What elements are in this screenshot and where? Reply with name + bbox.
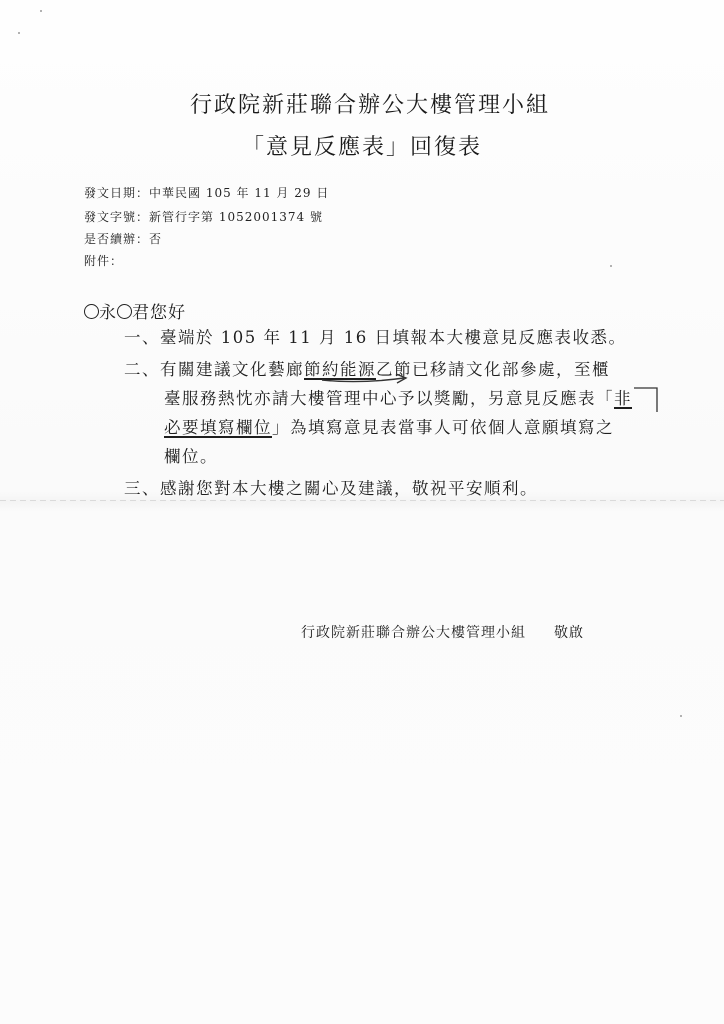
reply-item-3: 三、感謝您對本大樓之關心及建議，敬祝平安順利。 [124, 479, 538, 498]
scan-speck [610, 265, 612, 267]
issue-date: 發文日期：中華民國 105 年 11 月 29 日 [84, 186, 330, 200]
salutation-name-part: 永 [99, 303, 117, 323]
signature-block [301, 622, 584, 642]
handwritten-arrow-icon [320, 372, 410, 386]
document-number: 發文字號：新管行字第 1052001374 號 [84, 210, 323, 224]
reply-item-1: 一、臺端於 105 年 11 月 16 日填報本大樓意見反應表收悉。 [124, 328, 627, 347]
scan-speck [40, 10, 42, 12]
document-title: 行政院新莊聯合辦公大樓管理小組 [189, 93, 550, 118]
scan-speck [680, 715, 682, 717]
follow-up-status: 是否續辦：否 [84, 232, 163, 246]
salutation-greeting: 君您好 [132, 303, 186, 323]
reply-item-2-line-2 [164, 384, 632, 414]
salutation [84, 298, 186, 323]
attachment-label: 附件： [84, 254, 124, 268]
reply-item-2-line-4: 欄位。 [164, 447, 218, 466]
item-2-text: 臺服務熱忱亦請大樓管理中心予以獎勵，另意見反應表「 [164, 389, 614, 408]
item-2-text: 」為填寫意見表當事人可依個人意願填寫之 [272, 418, 614, 437]
document-subtitle: 「意見反應表」回復表 [241, 135, 482, 160]
underlined-optional-fields: 必要填寫欄位 [164, 418, 272, 437]
item-2-text: 二、有關建議文化藝廊 [124, 360, 304, 379]
redaction-circle-icon [84, 304, 99, 319]
redaction-circle-icon [117, 304, 132, 319]
item-2-text: 乙節已移請文化部參處，至櫃 [376, 360, 610, 379]
handwritten-bracket-icon [630, 386, 660, 414]
underlined-energy-saving: 節約能源 [304, 360, 376, 379]
signature-closing: 敬啟 [554, 625, 584, 641]
reply-item-2-line-3 [164, 413, 614, 443]
underlined-non-required: 非 [614, 389, 632, 408]
scan-speck [18, 32, 20, 34]
signature-org: 行政院新莊聯合辦公大樓管理小組 [301, 625, 526, 641]
